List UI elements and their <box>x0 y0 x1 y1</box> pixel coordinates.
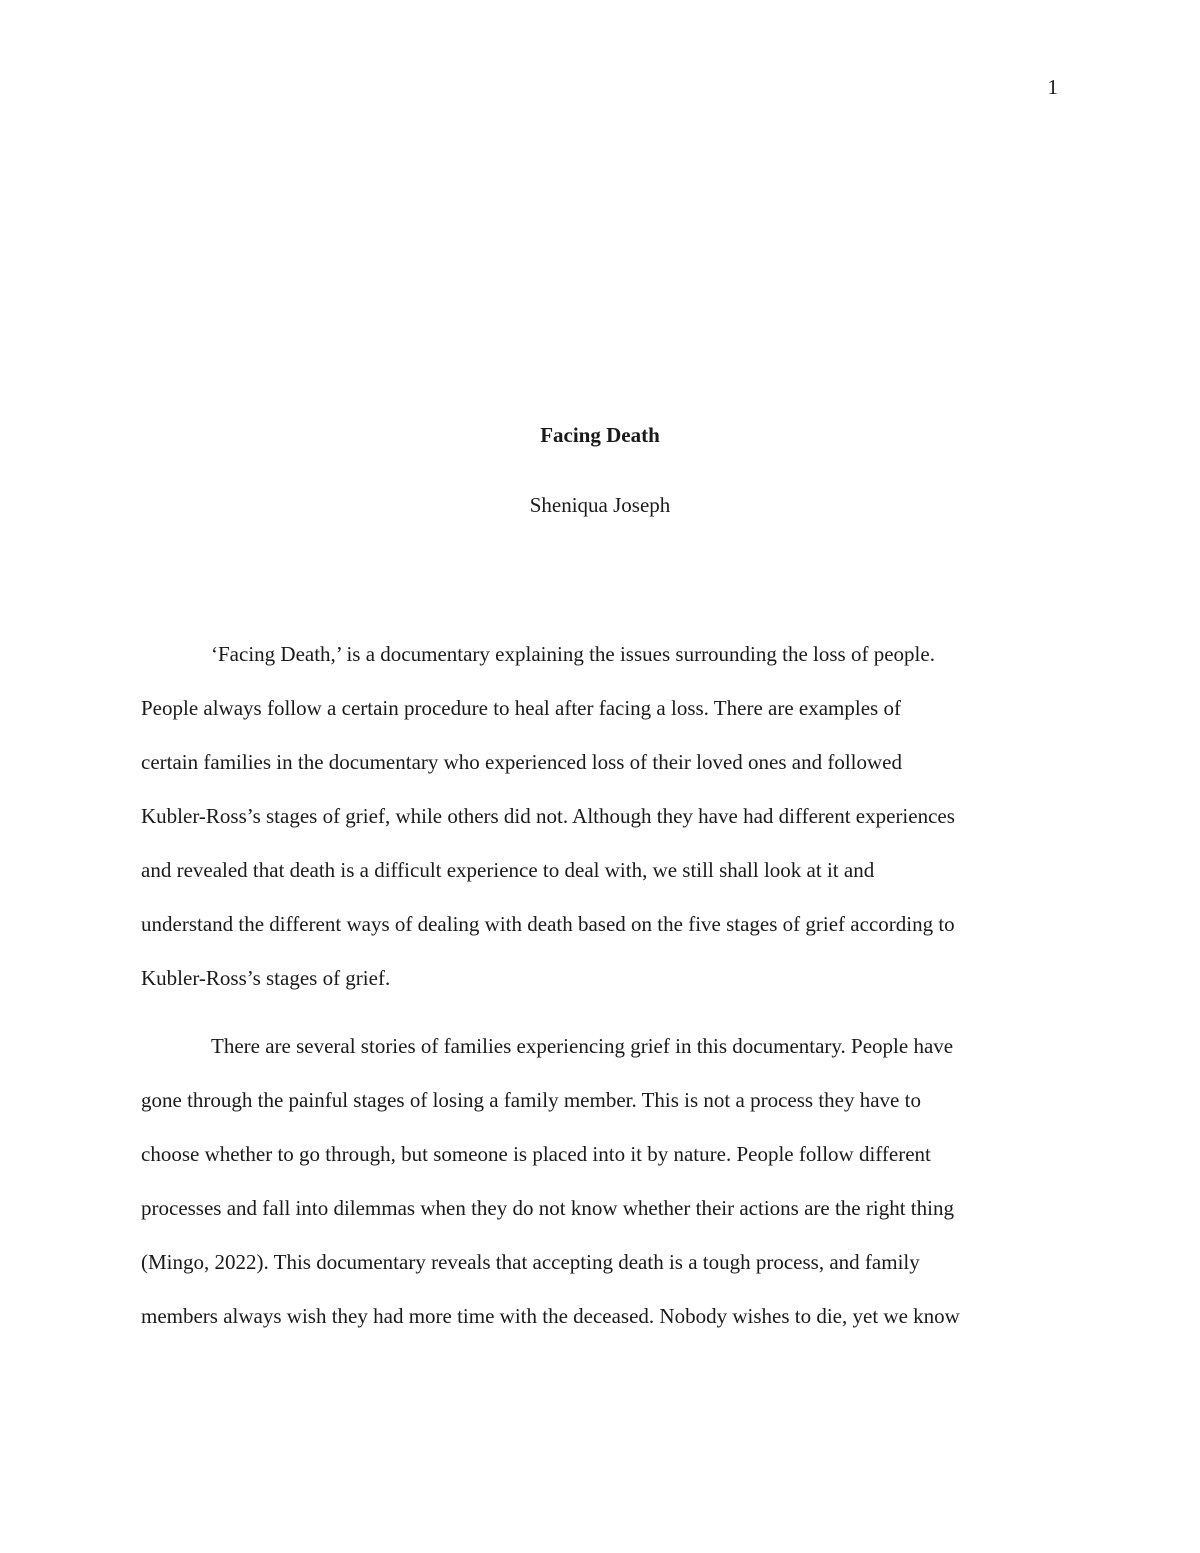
text-line: People always follow a certain procedure to heal after facing a loss. There are examples of <box>141 696 901 720</box>
document-author: Sheniqua Joseph <box>529 493 671 517</box>
text-line: There are several stories of families experiencing grief in this documentary. People have <box>211 1034 954 1058</box>
text-line: understand the different ways of dealing with death based on the five stages of grief according to <box>141 912 955 936</box>
paragraph-2 <box>141 1019 1061 1343</box>
document-title: Facing Death <box>540 423 660 447</box>
text-line: (Mingo, 2022). This documentary reveals that accepting death is a tough process, and family <box>141 1250 920 1274</box>
text-line: and revealed that death is a difficult experience to deal with, we still shall look at it and <box>141 858 875 882</box>
text-line: Kubler-Ross’s stages of grief, while others did not. Although they have had different experiences <box>141 804 955 828</box>
text-line: members always wish they had more time with the deceased. Nobody wishes to die, yet we know <box>141 1304 960 1328</box>
text-line: certain families in the documentary who experienced loss of their loved ones and followed <box>141 750 903 774</box>
text-line: Kubler-Ross’s stages of grief. <box>141 966 391 990</box>
text-line: processes and fall into dilemmas when they do not know whether their actions are the right thing <box>141 1196 954 1220</box>
document-body <box>141 627 1061 1357</box>
text-line: ‘Facing Death,’ is a documentary explaining the issues surrounding the loss of people. <box>211 642 935 666</box>
page-number: 1 <box>1047 75 1058 99</box>
text-line: gone through the painful stages of losing a family member. This is not a process they have to <box>141 1088 921 1112</box>
text-line: choose whether to go through, but someone is placed into it by nature. People follow different <box>141 1142 931 1166</box>
paragraph-1 <box>141 627 1061 1005</box>
